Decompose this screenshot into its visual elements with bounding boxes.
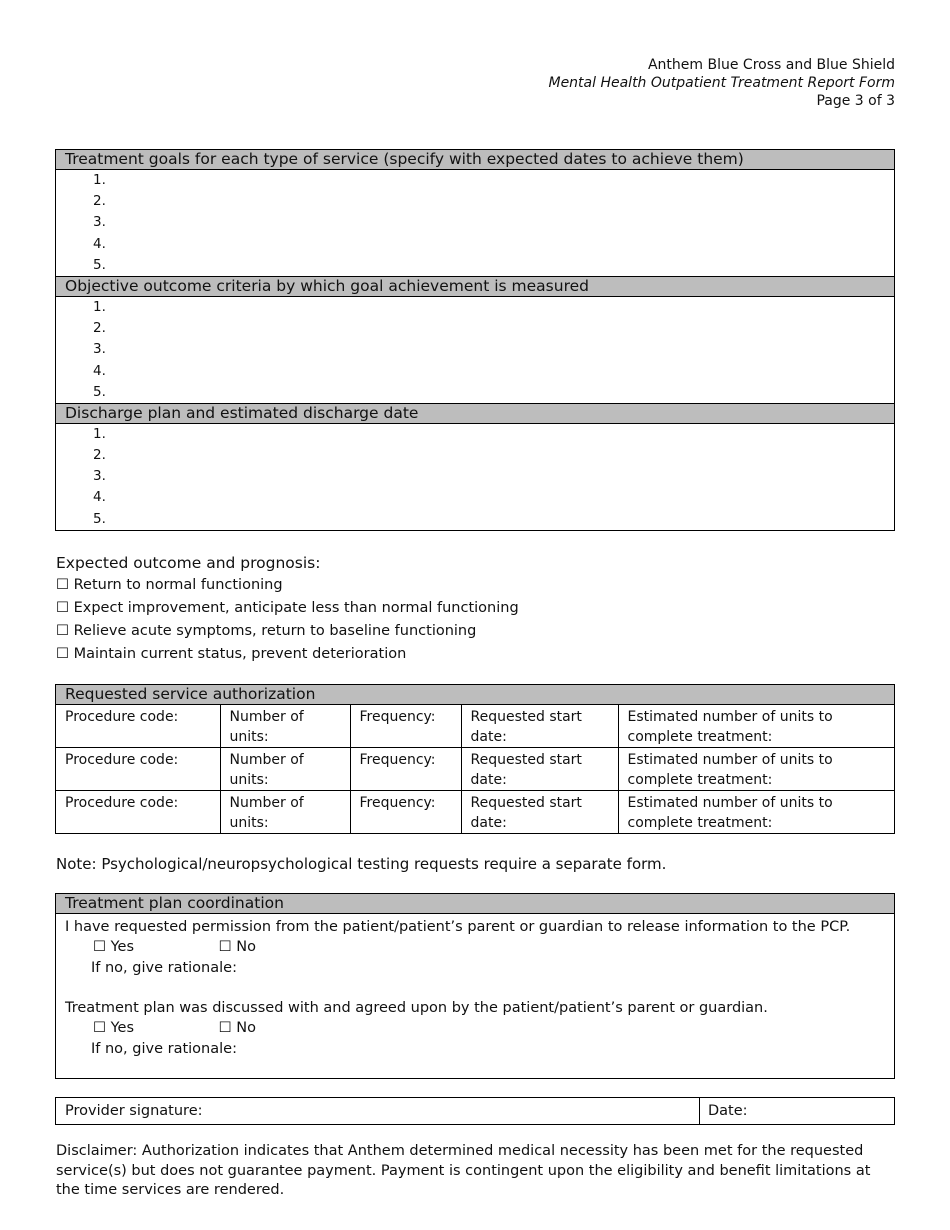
authorization-table (56, 704, 894, 833)
form-title: Mental Health Outpatient Treatment Report Form (548, 75, 895, 91)
criteria-list (56, 297, 894, 403)
goals-criteria-discharge-box (55, 149, 895, 531)
disclaimer (56, 1142, 896, 1201)
goal-item-1[interactable]: 1. (93, 172, 106, 188)
table-row (56, 748, 894, 791)
units-cell[interactable]: Number of units: (220, 705, 350, 748)
disclaimer-text: Authorization indicates that Anthem determined medical necessity has been met for the requested service(s) but does not guarantee payment. Payment is contingent upon the eligibility and benefit limitations at the time services are rendered. (56, 1143, 871, 1198)
goal-item-3[interactable]: 3. (93, 214, 106, 231)
discharge-list (56, 424, 894, 530)
date-field[interactable]: Date: (708, 1103, 748, 1119)
discharge-item-3[interactable]: 3. (93, 468, 106, 485)
coordination-box (55, 893, 895, 1079)
estimated-units-cell[interactable]: Estimated number of units to complete treatment: (618, 748, 894, 791)
start-date-cell[interactable]: Requested start date: (461, 705, 618, 748)
frequency-cell[interactable]: Frequency: (350, 791, 461, 834)
goals-heading: Treatment goals for each type of service (specify with expected dates to achieve them) (56, 150, 894, 170)
plan-agreement-question: Treatment plan was discussed with and agreed upon by the patient/patient’s parent or guardian. (65, 1000, 768, 1016)
checkbox-icon[interactable]: ☐ (56, 577, 69, 593)
goal-item-2[interactable]: 2. (93, 193, 106, 210)
page-header (548, 56, 895, 110)
procedure-code-cell[interactable]: Procedure code: (56, 705, 220, 748)
checkbox-icon[interactable]: ☐ (56, 600, 69, 616)
expected-outcome (56, 554, 519, 666)
discharge-item-4[interactable]: 4. (93, 489, 106, 506)
coordination-heading: Treatment plan coordination (56, 894, 894, 914)
discharge-item-2[interactable]: 2. (93, 447, 106, 464)
rationale-field-1[interactable]: If no, give rationale: (91, 960, 237, 976)
yes-checkbox[interactable]: ☐ Yes (93, 1020, 135, 1036)
release-permission-choices (65, 937, 894, 958)
table-row (56, 791, 894, 834)
checkbox-icon[interactable]: ☐ (56, 623, 69, 639)
authorization-heading: Requested service authorization (56, 685, 894, 704)
provider-signature-field[interactable]: Provider signature: (56, 1098, 700, 1124)
signature-box (55, 1097, 895, 1125)
goals-list (56, 170, 894, 276)
estimated-units-cell[interactable]: Estimated number of units to complete treatment: (618, 791, 894, 834)
coordination-body (56, 914, 894, 1060)
criteria-item-2[interactable]: 2. (93, 320, 106, 337)
procedure-code-cell[interactable]: Procedure code: (56, 791, 220, 834)
goal-item-4[interactable]: 4. (93, 235, 106, 252)
units-cell[interactable]: Number of units: (220, 748, 350, 791)
discharge-item-5[interactable]: 5. (93, 510, 106, 527)
outcome-title: Expected outcome and prognosis: (56, 554, 321, 572)
yes-checkbox[interactable]: ☐ Yes (93, 939, 135, 955)
discharge-item-1[interactable]: 1. (93, 425, 106, 442)
release-permission-question: I have requested permission from the patient/patient’s parent or guardian to release information to the PCP. (65, 919, 851, 935)
plan-agreement-choices (65, 1018, 894, 1039)
goal-item-5[interactable]: 5. (93, 256, 106, 273)
criteria-item-5[interactable]: 5. (93, 383, 106, 400)
checkbox-icon[interactable]: ☐ (56, 646, 69, 662)
criteria-item-4[interactable]: 4. (93, 362, 106, 379)
outcome-option-4[interactable]: ☐ Maintain current status, prevent deterioration (56, 646, 407, 662)
frequency-cell[interactable]: Frequency: (350, 705, 461, 748)
disclaimer-label: Disclaimer: (56, 1143, 138, 1159)
outcome-option-2[interactable]: ☐ Expect improvement, anticipate less than normal functioning (56, 600, 519, 616)
start-date-cell[interactable]: Requested start date: (461, 748, 618, 791)
criteria-heading: Objective outcome criteria by which goal achievement is measured (56, 276, 894, 297)
units-cell[interactable]: Number of units: (220, 791, 350, 834)
page-number: Page 3 of 3 (816, 93, 895, 109)
procedure-code-cell[interactable]: Procedure code: (56, 748, 220, 791)
rationale-field-2[interactable]: If no, give rationale: (91, 1041, 237, 1057)
table-row (56, 705, 894, 748)
no-checkbox[interactable]: ☐ No (218, 1020, 256, 1036)
no-checkbox[interactable]: ☐ No (218, 939, 256, 955)
company-name: Anthem Blue Cross and Blue Shield (647, 57, 895, 73)
criteria-item-1[interactable]: 1. (93, 298, 106, 315)
authorization-box (55, 684, 895, 834)
start-date-cell[interactable]: Requested start date: (461, 791, 618, 834)
estimated-units-cell[interactable]: Estimated number of units to complete treatment: (618, 705, 894, 748)
outcome-option-1[interactable]: ☐ Return to normal functioning (56, 577, 283, 593)
discharge-heading: Discharge plan and estimated discharge date (56, 403, 894, 424)
testing-note: Note: Psychological/neuropsychological testing requests require a separate form. (56, 855, 667, 873)
criteria-item-3[interactable]: 3. (93, 341, 106, 358)
outcome-option-3[interactable]: ☐ Relieve acute symptoms, return to baseline functioning (56, 623, 477, 639)
frequency-cell[interactable]: Frequency: (350, 748, 461, 791)
